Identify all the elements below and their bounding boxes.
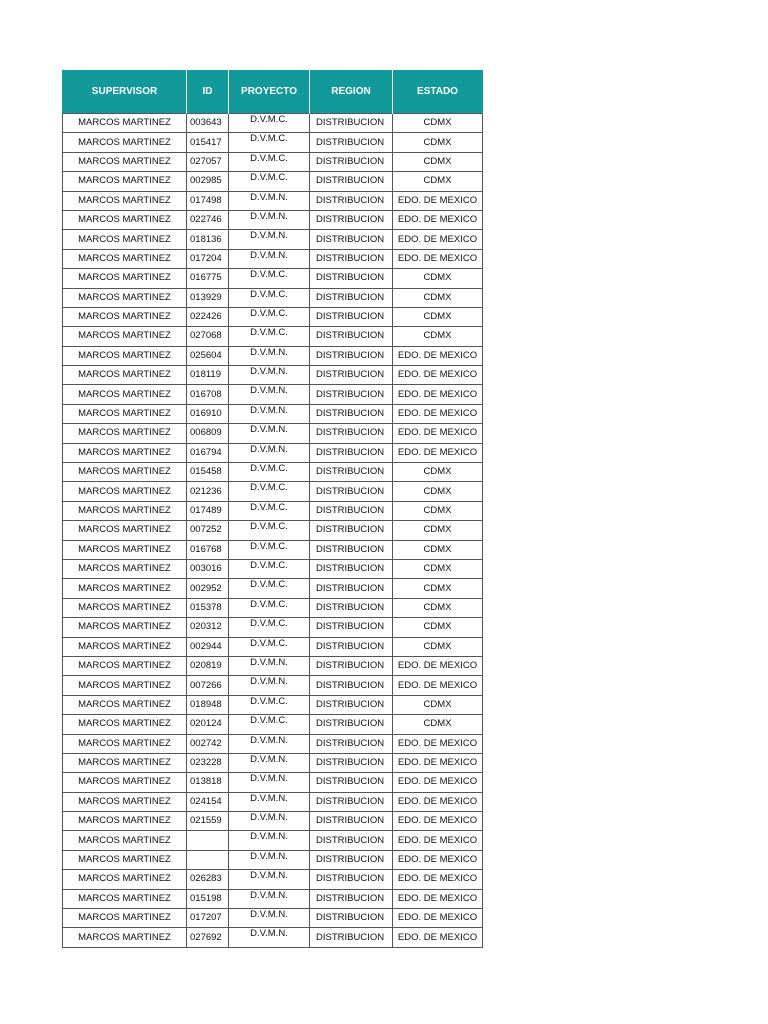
cell-estado: EDO. DE MEXICO (393, 773, 483, 792)
cell-supervisor: MARCOS MARTINEZ (63, 598, 187, 617)
table-row (63, 870, 483, 889)
cell-estado: CDMX (393, 152, 483, 171)
cell-proyecto: D.V.M.N. (229, 792, 310, 811)
table-row (63, 637, 483, 656)
cell-region: DISTRIBUCION (310, 114, 393, 133)
cell-proyecto: D.V.M.C. (229, 579, 310, 598)
cell-id: 013818 (187, 773, 229, 792)
cell-supervisor: MARCOS MARTINEZ (63, 172, 187, 191)
cell-supervisor: MARCOS MARTINEZ (63, 521, 187, 540)
cell-region: DISTRIBUCION (310, 773, 393, 792)
table-row (63, 366, 483, 385)
cell-estado: CDMX (393, 715, 483, 734)
cell-id (187, 831, 229, 850)
cell-region: DISTRIBUCION (310, 579, 393, 598)
cell-estado: EDO. DE MEXICO (393, 346, 483, 365)
cell-id: 015378 (187, 598, 229, 617)
cell-proyecto: D.V.M.C. (229, 172, 310, 191)
cell-supervisor: MARCOS MARTINEZ (63, 773, 187, 792)
cell-proyecto: D.V.M.C. (229, 501, 310, 520)
table-row (63, 346, 483, 365)
table-row (63, 249, 483, 268)
cell-supervisor: MARCOS MARTINEZ (63, 269, 187, 288)
table-row (63, 133, 483, 152)
cell-id: 016794 (187, 443, 229, 462)
cell-estado: EDO. DE MEXICO (393, 210, 483, 229)
cell-id: 018136 (187, 230, 229, 249)
cell-region: DISTRIBUCION (310, 482, 393, 501)
cell-region: DISTRIBUCION (310, 152, 393, 171)
cell-region: DISTRIBUCION (310, 540, 393, 559)
cell-estado: CDMX (393, 540, 483, 559)
cell-proyecto: D.V.M.C. (229, 269, 310, 288)
cell-region: DISTRIBUCION (310, 327, 393, 346)
cell-supervisor: MARCOS MARTINEZ (63, 753, 187, 772)
table-row (63, 773, 483, 792)
cell-region: DISTRIBUCION (310, 870, 393, 889)
cell-estado: EDO. DE MEXICO (393, 850, 483, 869)
cell-region: DISTRIBUCION (310, 695, 393, 714)
cell-region: DISTRIBUCION (310, 172, 393, 191)
cell-region: DISTRIBUCION (310, 288, 393, 307)
cell-id: 021559 (187, 812, 229, 831)
table-row (63, 463, 483, 482)
cell-supervisor: MARCOS MARTINEZ (63, 501, 187, 520)
cell-estado: CDMX (393, 288, 483, 307)
cell-proyecto: D.V.M.C. (229, 598, 310, 617)
cell-estado: CDMX (393, 637, 483, 656)
cell-region: DISTRIBUCION (310, 385, 393, 404)
cell-estado: CDMX (393, 618, 483, 637)
cell-supervisor: MARCOS MARTINEZ (63, 482, 187, 501)
cell-proyecto: D.V.M.C. (229, 482, 310, 501)
cell-id: 017489 (187, 501, 229, 520)
table-row (63, 521, 483, 540)
cell-id: 020819 (187, 656, 229, 675)
cell-id: 007252 (187, 521, 229, 540)
cell-proyecto: D.V.M.N. (229, 909, 310, 928)
cell-supervisor: MARCOS MARTINEZ (63, 152, 187, 171)
cell-proyecto: D.V.M.C. (229, 307, 310, 326)
cell-supervisor: MARCOS MARTINEZ (63, 327, 187, 346)
cell-id: 026283 (187, 870, 229, 889)
cell-id: 015198 (187, 889, 229, 908)
cell-id: 017498 (187, 191, 229, 210)
cell-proyecto: D.V.M.N. (229, 366, 310, 385)
cell-supervisor: MARCOS MARTINEZ (63, 288, 187, 307)
cell-supervisor: MARCOS MARTINEZ (63, 618, 187, 637)
cell-id: 027692 (187, 928, 229, 947)
cell-region: DISTRIBUCION (310, 191, 393, 210)
cell-proyecto: D.V.M.N. (229, 850, 310, 869)
cell-supervisor: MARCOS MARTINEZ (63, 734, 187, 753)
cell-supervisor: MARCOS MARTINEZ (63, 559, 187, 578)
cell-supervisor: MARCOS MARTINEZ (63, 656, 187, 675)
cell-estado: EDO. DE MEXICO (393, 424, 483, 443)
table-row (63, 172, 483, 191)
cell-proyecto: D.V.M.N. (229, 210, 310, 229)
cell-supervisor: MARCOS MARTINEZ (63, 676, 187, 695)
table-body (63, 114, 483, 948)
cell-proyecto: D.V.M.N. (229, 753, 310, 772)
cell-id: 013929 (187, 288, 229, 307)
cell-supervisor: MARCOS MARTINEZ (63, 928, 187, 947)
cell-proyecto: D.V.M.N. (229, 831, 310, 850)
cell-estado: CDMX (393, 598, 483, 617)
cell-id: 002944 (187, 637, 229, 656)
cell-proyecto: D.V.M.C. (229, 463, 310, 482)
cell-proyecto: D.V.M.C. (229, 114, 310, 133)
cell-supervisor: MARCOS MARTINEZ (63, 695, 187, 714)
cell-id: 016775 (187, 269, 229, 288)
table-row (63, 424, 483, 443)
cell-supervisor: MARCOS MARTINEZ (63, 715, 187, 734)
cell-estado: EDO. DE MEXICO (393, 734, 483, 753)
cell-supervisor: MARCOS MARTINEZ (63, 366, 187, 385)
table-row (63, 792, 483, 811)
cell-proyecto: D.V.M.N. (229, 889, 310, 908)
cell-estado: EDO. DE MEXICO (393, 191, 483, 210)
cell-estado: EDO. DE MEXICO (393, 385, 483, 404)
cell-supervisor: MARCOS MARTINEZ (63, 889, 187, 908)
cell-proyecto: D.V.M.N. (229, 656, 310, 675)
cell-estado: CDMX (393, 482, 483, 501)
cell-id: 017204 (187, 249, 229, 268)
cell-id: 007266 (187, 676, 229, 695)
cell-estado: CDMX (393, 307, 483, 326)
cell-region: DISTRIBUCION (310, 404, 393, 423)
cell-supervisor: MARCOS MARTINEZ (63, 346, 187, 365)
cell-estado: CDMX (393, 501, 483, 520)
cell-region: DISTRIBUCION (310, 753, 393, 772)
cell-proyecto: D.V.M.N. (229, 249, 310, 268)
cell-proyecto: D.V.M.N. (229, 230, 310, 249)
cell-supervisor: MARCOS MARTINEZ (63, 249, 187, 268)
cell-estado: CDMX (393, 133, 483, 152)
table-row (63, 656, 483, 675)
cell-proyecto: D.V.M.C. (229, 637, 310, 656)
cell-estado: EDO. DE MEXICO (393, 928, 483, 947)
cell-id: 002985 (187, 172, 229, 191)
supervisor-table (62, 70, 483, 948)
cell-supervisor: MARCOS MARTINEZ (63, 792, 187, 811)
cell-proyecto: D.V.M.C. (229, 133, 310, 152)
cell-supervisor: MARCOS MARTINEZ (63, 579, 187, 598)
cell-id: 018948 (187, 695, 229, 714)
cell-id: 003016 (187, 559, 229, 578)
table-row (63, 909, 483, 928)
table-row (63, 598, 483, 617)
cell-id: 017207 (187, 909, 229, 928)
cell-id: 020124 (187, 715, 229, 734)
table-row (63, 230, 483, 249)
cell-proyecto: D.V.M.C. (229, 327, 310, 346)
cell-id: 006809 (187, 424, 229, 443)
cell-supervisor: MARCOS MARTINEZ (63, 870, 187, 889)
cell-estado: CDMX (393, 559, 483, 578)
cell-id: 018119 (187, 366, 229, 385)
table-row (63, 210, 483, 229)
cell-supervisor: MARCOS MARTINEZ (63, 210, 187, 229)
cell-region: DISTRIBUCION (310, 618, 393, 637)
cell-supervisor: MARCOS MARTINEZ (63, 133, 187, 152)
cell-estado: CDMX (393, 579, 483, 598)
cell-estado: CDMX (393, 114, 483, 133)
cell-region: DISTRIBUCION (310, 443, 393, 462)
cell-estado: CDMX (393, 695, 483, 714)
cell-id: 016768 (187, 540, 229, 559)
table-row (63, 889, 483, 908)
table-row (63, 928, 483, 947)
table-row (63, 443, 483, 462)
cell-id: 002742 (187, 734, 229, 753)
cell-proyecto: D.V.M.N. (229, 870, 310, 889)
table-row (63, 812, 483, 831)
cell-region: DISTRIBUCION (310, 889, 393, 908)
cell-id: 016910 (187, 404, 229, 423)
cell-estado: EDO. DE MEXICO (393, 404, 483, 423)
cell-supervisor: MARCOS MARTINEZ (63, 114, 187, 133)
cell-region: DISTRIBUCION (310, 637, 393, 656)
cell-proyecto: D.V.M.N. (229, 346, 310, 365)
cell-id: 015417 (187, 133, 229, 152)
table-row (63, 501, 483, 520)
cell-estado: EDO. DE MEXICO (393, 889, 483, 908)
table-row (63, 114, 483, 133)
cell-estado: EDO. DE MEXICO (393, 812, 483, 831)
cell-proyecto: D.V.M.C. (229, 715, 310, 734)
cell-region: DISTRIBUCION (310, 210, 393, 229)
cell-region: DISTRIBUCION (310, 559, 393, 578)
cell-region: DISTRIBUCION (310, 850, 393, 869)
table-row (63, 540, 483, 559)
table-row (63, 618, 483, 637)
cell-region: DISTRIBUCION (310, 812, 393, 831)
cell-estado: EDO. DE MEXICO (393, 656, 483, 675)
cell-region: DISTRIBUCION (310, 909, 393, 928)
cell-estado: EDO. DE MEXICO (393, 831, 483, 850)
cell-proyecto: D.V.M.C. (229, 152, 310, 171)
cell-proyecto: D.V.M.C. (229, 540, 310, 559)
cell-estado: EDO. DE MEXICO (393, 792, 483, 811)
cell-proyecto: D.V.M.N. (229, 676, 310, 695)
cell-region: DISTRIBUCION (310, 307, 393, 326)
cell-supervisor: MARCOS MARTINEZ (63, 850, 187, 869)
table-row (63, 850, 483, 869)
table-row (63, 579, 483, 598)
header-proyecto: PROYECTO (229, 70, 310, 114)
table-row (63, 404, 483, 423)
table-row (63, 482, 483, 501)
cell-region: DISTRIBUCION (310, 831, 393, 850)
cell-region: DISTRIBUCION (310, 656, 393, 675)
cell-proyecto: D.V.M.C. (229, 695, 310, 714)
cell-region: DISTRIBUCION (310, 734, 393, 753)
cell-region: DISTRIBUCION (310, 715, 393, 734)
cell-supervisor: MARCOS MARTINEZ (63, 385, 187, 404)
cell-region: DISTRIBUCION (310, 792, 393, 811)
cell-region: DISTRIBUCION (310, 463, 393, 482)
cell-proyecto: D.V.M.C. (229, 521, 310, 540)
table-row (63, 676, 483, 695)
cell-supervisor: MARCOS MARTINEZ (63, 404, 187, 423)
cell-supervisor: MARCOS MARTINEZ (63, 424, 187, 443)
cell-region: DISTRIBUCION (310, 424, 393, 443)
cell-region: DISTRIBUCION (310, 269, 393, 288)
cell-region: DISTRIBUCION (310, 521, 393, 540)
cell-supervisor: MARCOS MARTINEZ (63, 463, 187, 482)
cell-region: DISTRIBUCION (310, 249, 393, 268)
cell-region: DISTRIBUCION (310, 598, 393, 617)
cell-proyecto: D.V.M.C. (229, 618, 310, 637)
header-supervisor: SUPERVISOR (63, 70, 187, 114)
cell-proyecto: D.V.M.N. (229, 773, 310, 792)
table-row (63, 385, 483, 404)
table-row (63, 695, 483, 714)
cell-id: 023228 (187, 753, 229, 772)
cell-region: DISTRIBUCION (310, 366, 393, 385)
table-row (63, 715, 483, 734)
cell-estado: CDMX (393, 172, 483, 191)
cell-proyecto: D.V.M.N. (229, 443, 310, 462)
cell-estado: EDO. DE MEXICO (393, 249, 483, 268)
cell-estado: EDO. DE MEXICO (393, 366, 483, 385)
cell-estado: EDO. DE MEXICO (393, 870, 483, 889)
cell-supervisor: MARCOS MARTINEZ (63, 230, 187, 249)
header-id: ID (187, 70, 229, 114)
table-row (63, 191, 483, 210)
cell-supervisor: MARCOS MARTINEZ (63, 831, 187, 850)
cell-supervisor: MARCOS MARTINEZ (63, 443, 187, 462)
cell-region: DISTRIBUCION (310, 133, 393, 152)
table-row (63, 269, 483, 288)
cell-proyecto: D.V.M.N. (229, 385, 310, 404)
cell-proyecto: D.V.M.N. (229, 404, 310, 423)
cell-supervisor: MARCOS MARTINEZ (63, 191, 187, 210)
cell-region: DISTRIBUCION (310, 230, 393, 249)
cell-id: 016708 (187, 385, 229, 404)
cell-region: DISTRIBUCION (310, 346, 393, 365)
cell-proyecto: D.V.M.N. (229, 812, 310, 831)
cell-supervisor: MARCOS MARTINEZ (63, 637, 187, 656)
cell-supervisor: MARCOS MARTINEZ (63, 812, 187, 831)
cell-id: 020312 (187, 618, 229, 637)
table-row (63, 831, 483, 850)
cell-id: 027057 (187, 152, 229, 171)
cell-proyecto: D.V.M.N. (229, 928, 310, 947)
cell-proyecto: D.V.M.N. (229, 424, 310, 443)
table-row (63, 288, 483, 307)
cell-supervisor: MARCOS MARTINEZ (63, 909, 187, 928)
cell-supervisor: MARCOS MARTINEZ (63, 540, 187, 559)
cell-region: DISTRIBUCION (310, 501, 393, 520)
table-row (63, 753, 483, 772)
cell-id: 003643 (187, 114, 229, 133)
table-row (63, 559, 483, 578)
cell-supervisor: MARCOS MARTINEZ (63, 307, 187, 326)
header-estado: ESTADO (393, 70, 483, 114)
cell-proyecto: D.V.M.C. (229, 559, 310, 578)
cell-estado: CDMX (393, 327, 483, 346)
cell-id: 022746 (187, 210, 229, 229)
table-row (63, 152, 483, 171)
cell-proyecto: D.V.M.N. (229, 734, 310, 753)
cell-estado: EDO. DE MEXICO (393, 676, 483, 695)
cell-id: 027068 (187, 327, 229, 346)
cell-estado: CDMX (393, 521, 483, 540)
cell-id: 021236 (187, 482, 229, 501)
cell-proyecto: D.V.M.N. (229, 191, 310, 210)
header-row (63, 70, 483, 114)
table-row (63, 734, 483, 753)
cell-id: 024154 (187, 792, 229, 811)
cell-estado: EDO. DE MEXICO (393, 230, 483, 249)
cell-estado: CDMX (393, 269, 483, 288)
cell-id: 025604 (187, 346, 229, 365)
table-row (63, 327, 483, 346)
cell-id (187, 850, 229, 869)
cell-id: 015458 (187, 463, 229, 482)
cell-estado: EDO. DE MEXICO (393, 753, 483, 772)
cell-region: DISTRIBUCION (310, 928, 393, 947)
table-row (63, 307, 483, 326)
cell-estado: EDO. DE MEXICO (393, 443, 483, 462)
header-region: REGION (310, 70, 393, 114)
cell-proyecto: D.V.M.C. (229, 288, 310, 307)
cell-estado: EDO. DE MEXICO (393, 909, 483, 928)
cell-id: 022426 (187, 307, 229, 326)
cell-region: DISTRIBUCION (310, 676, 393, 695)
spreadsheet-page (62, 70, 483, 948)
cell-id: 002952 (187, 579, 229, 598)
cell-estado: CDMX (393, 463, 483, 482)
